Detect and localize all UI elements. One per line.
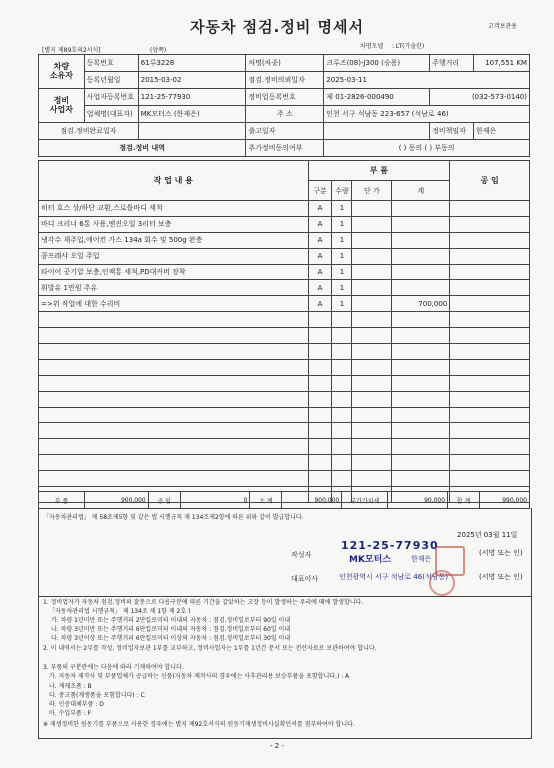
page-footer: - 2 - [270,742,284,750]
cell-qty: 1 [332,201,352,217]
work-row [39,344,530,360]
note-1: 1. 정비업자가 자동차 점검.정비의 잘못으로 다음구분에 따른 기간을 같았하는 고장 등이 발생하는 우리에 때에 발생합니다. [43,599,364,606]
cell-labor [450,201,530,217]
cell-qty: 1 [332,216,352,232]
cell-unit [352,471,392,487]
cell-work [39,375,309,391]
rep-sign-note: (서명 또는 인) [479,573,523,581]
cell-unit [352,423,392,439]
owner-section-label: 차량 소유자 [39,55,85,89]
cell-labor [450,407,530,423]
stamp-shop-name: MK모터스 [349,555,392,565]
cell-type: A [308,264,332,280]
cell-work [39,391,309,407]
cell-work: 히터 호스 상/하단 교환,스로틀바디 세척 [39,201,309,217]
cell-unit [352,232,392,248]
cell-amount [392,232,450,248]
cell-unit [352,391,392,407]
work-row [39,407,530,423]
work-row [39,312,530,328]
stamp-address: 인천광역시 서구 석남로 46(석남동) [339,573,448,581]
cell-work: 바디 크리너 6통 사용,엔진오일 3리터 보충 [39,216,309,232]
cell-labor [450,248,530,264]
address-label: 주 소 [246,106,324,123]
cell-unit [352,375,392,391]
cell-work [39,455,309,471]
cell-work: 냉각수 재주입,에어컨 가스 134a 회수 및 500g 완충 [39,232,309,248]
cell-unit [352,439,392,455]
col-unit-price: 단 가 [352,181,392,201]
consent-label: 추가정비동의여부 [246,140,324,157]
work-row [39,375,530,391]
repair-request-date-label: 점검.정비의뢰일자 [246,72,324,89]
cell-unit [352,312,392,328]
shop-phone: (032-573-0140) [430,89,530,106]
work-row [39,264,530,280]
cell-labor [450,391,530,407]
form-number: [별지 제89호의2서식] [42,47,101,54]
cell-qty [332,391,352,407]
cell-qty [332,423,352,439]
vehicle-model-label: 차명모델 [360,43,384,50]
subtotal: 900,000 [282,492,342,509]
work-details-label: 점검.정비 내역 [39,140,246,157]
shop-reg-no: 제 01-2826-000490 [324,89,430,106]
cell-qty: 1 [332,280,352,296]
cell-work [39,312,309,328]
cell-type [308,328,332,344]
cell-work [39,439,309,455]
cell-labor [450,375,530,391]
notes-box [38,596,532,739]
cell-unit [352,407,392,423]
cell-amount [392,264,450,280]
cell-labor [450,232,530,248]
cell-amount [392,375,450,391]
cell-type [308,423,332,439]
cell-work [39,359,309,375]
note-3d: 라. 인증대체부품 : D [49,701,104,708]
note-3a: 가. 자동차 제작사 및 부품업체가 공급하는 신품(자동차 제작사의 경우에는 사후관리용 보승부품을 포함합니다.) : A [49,673,350,680]
labor-total: 0 [180,492,250,509]
note-1d: 다. 차령 3년이상 또는 주행거리 6만킬로미터 이상의 자동차 : 점검.정비일로부터 30일 이내 [51,635,291,642]
cell-amount [392,471,450,487]
work-row [39,423,530,439]
stamp-biz-no: 121-25-77930 [341,539,439,552]
cell-type [308,471,332,487]
cell-unit [352,344,392,360]
subtotal-label: 소 계 [250,492,282,509]
cell-type: A [308,280,332,296]
cell-type [308,391,332,407]
cell-labor [450,359,530,375]
cell-work [39,471,309,487]
cell-qty [332,471,352,487]
cell-labor [450,455,530,471]
cell-type [308,375,332,391]
vehicle-shop-info-table [38,54,530,157]
document-title: 자동차 점검.정비 명세서 [189,18,365,36]
work-row [39,439,530,455]
work-header: 작 업 내 용 [39,161,309,201]
cell-type [308,344,332,360]
cell-type: A [308,296,332,312]
cell-amount [392,248,450,264]
cell-unit [352,296,392,312]
cell-type: A [308,201,332,217]
cell-qty [332,312,352,328]
work-row [39,391,530,407]
note-1a: 「자동차관리법 시행규칙」 제 134조 제 1항 제 2호 ) [49,608,191,615]
cell-unit [352,455,392,471]
cell-amount [392,407,450,423]
cell-work [39,423,309,439]
note-3c: 다. 중고품(재생품을 포함합니다) : C [49,692,145,699]
cell-labor [450,423,530,439]
vat-label: 부가가치세 [342,492,388,509]
cell-labor [450,439,530,455]
cell-type: A [308,232,332,248]
cell-unit [352,264,392,280]
cell-qty [332,344,352,360]
sign-note: (서명 또는 인) [479,549,523,557]
cell-qty: 1 [332,296,352,312]
cell-labor [450,216,530,232]
legal-statement: 「자동차관리법」 제 58조제5항 및 같은 법 시행규칙 제 134조제2항에 따른 위와 같이 발급합니다. [43,514,304,521]
manager-label: 정비책임자 [430,123,474,140]
cell-amount [392,280,450,296]
cell-labor [450,328,530,344]
labor-total-label: 공 임 [148,492,180,509]
cell-type: A [308,216,332,232]
work-row [39,201,530,217]
model-value: 크루즈(08)-J300 (승용) [324,55,430,72]
certification-box [38,508,532,597]
cell-amount [392,391,450,407]
cell-labor [450,471,530,487]
shop-address: 인천 서구 석남동 223-657 (석남로 46) [324,106,530,123]
work-row [39,359,530,375]
vat: 90,000 [388,492,448,509]
cell-amount [392,328,450,344]
biz-no: 121-25-77930 [138,89,246,106]
copy-label: 고객보관용 [488,23,517,30]
cell-amount [392,455,450,471]
note-1b: 가. 차령 1년미만 또는 주행거리 2만킬로미터 이내의 자동차 : 점검.정비일로부터 90일 이내 [51,617,291,624]
manager-name: 한재은 [474,123,530,140]
totals-table [38,491,530,509]
shop-name: MK모터스 (한재은) [138,106,246,123]
note-1c: 나. 차령 3년미만 또는 주행거리 6만킬로미터 이내의 자동차 : 점검.정비일로부터 60일 이내 [51,626,291,633]
parts-total: 900,000 [84,492,148,509]
reg-date-label: 등록년월일 [84,72,138,89]
stamp-person: 한재은 [411,555,432,563]
cell-labor [450,344,530,360]
shop-section-label: 정비 사업자 [39,89,85,123]
cell-type [308,407,332,423]
cell-qty [332,359,352,375]
cell-qty [332,328,352,344]
cell-work [39,344,309,360]
cell-work: =>위 작업에 대한 수리비 [39,296,309,312]
cell-unit [352,328,392,344]
cell-unit [352,359,392,375]
reg-no-label: 등록번호 [84,55,138,72]
model-label: 차명(차종) [246,55,324,72]
vehicle-model-value: : LT(가솔린) [392,43,425,50]
col-qty: 수량 [332,181,352,201]
mileage-value: 107,551 KM [474,55,530,72]
cell-amount [392,312,450,328]
work-row [39,296,530,312]
author-label: 작성자 [291,551,312,559]
reg-no: 61루3228 [138,55,246,72]
cell-amount [392,201,450,217]
cell-type [308,455,332,471]
work-row [39,455,530,471]
cell-type [308,439,332,455]
cell-amount [392,423,450,439]
repair-request-date: 2025-03-11 [324,72,530,89]
work-row [39,471,530,487]
cell-unit [352,280,392,296]
cell-amount [392,344,450,360]
cell-qty [332,455,352,471]
cell-amount [392,216,450,232]
cell-qty [332,375,352,391]
cell-amount: 700,000 [392,296,450,312]
shop-reg-label: 정비업등록번호 [246,89,324,106]
cell-labor [450,312,530,328]
grand-total-label: 합 계 [448,492,480,509]
grand-total: 990,000 [480,492,530,509]
completion-date-label: 점검.정비완료일자 [39,123,139,140]
parts-total-label: 부 품 [39,492,85,509]
cell-qty [332,407,352,423]
work-row [39,216,530,232]
note-3e: 마. 수입부품 : F [49,710,92,717]
cell-work [39,407,309,423]
cell-qty: 1 [332,248,352,264]
release-date-label: 출고일자 [246,123,324,140]
cell-type [308,312,332,328]
cell-work [39,328,309,344]
page-side: (앞쪽) [150,47,167,54]
biz-no-label: 사업자등록번호 [84,89,138,106]
cell-type: A [308,248,332,264]
cell-labor [450,280,530,296]
parts-header: 부 품 [308,161,450,181]
cell-qty: 1 [332,264,352,280]
work-row [39,248,530,264]
labor-header: 공 임 [450,161,530,201]
cell-amount [392,359,450,375]
cell-amount [392,439,450,455]
work-row [39,328,530,344]
note-3: 3. 부품의 구분란에는 다음에 따라 기재하여야 합니다. [43,664,184,671]
note-3b: 나. 재제조품 : B [49,683,92,690]
col-type: 구분 [308,181,332,201]
note-2: 2. 이 내역서는 2부를 작성, 정비업자보관 1부를 교부하고, 정비사업자는 1부를 1년간 문서 또는 전산자료로 보관하여야 합니다. [43,645,377,652]
representative-label: 대표이사 [291,575,319,583]
cell-unit [352,201,392,217]
cell-qty [332,439,352,455]
cell-labor [450,264,530,280]
mileage-label: 주행거리 [430,55,474,72]
cell-work: 타이어 공기압 보충,인젝통 세척,PD대커버 장착 [39,264,309,280]
note-4: ※ 재생정비한 원동기를 부품으로 사용한 경우에는 별지 제92호서식의 원동기재생정비사실확인서를 첨부하여야 합니다. [43,721,355,728]
work-row [39,232,530,248]
cell-labor [450,296,530,312]
cell-unit [352,248,392,264]
work-row [39,280,530,296]
shop-name-label: 업체명(대표자) [84,106,138,123]
work-parts-table [38,160,530,503]
issue-date: 2025년 03월 11일 [457,531,518,539]
cell-type [308,359,332,375]
cell-work: 휘발유 1만원 주유 [39,280,309,296]
cell-qty: 1 [332,232,352,248]
person-seal [429,570,455,596]
cell-work: 콤프레샤 오일 주입 [39,248,309,264]
cell-unit [352,216,392,232]
reg-date: 2015-03-02 [138,72,246,89]
consent-value: ( ) 동의 ( ) 부동의 [324,140,530,157]
col-amount: 계 [392,181,450,201]
